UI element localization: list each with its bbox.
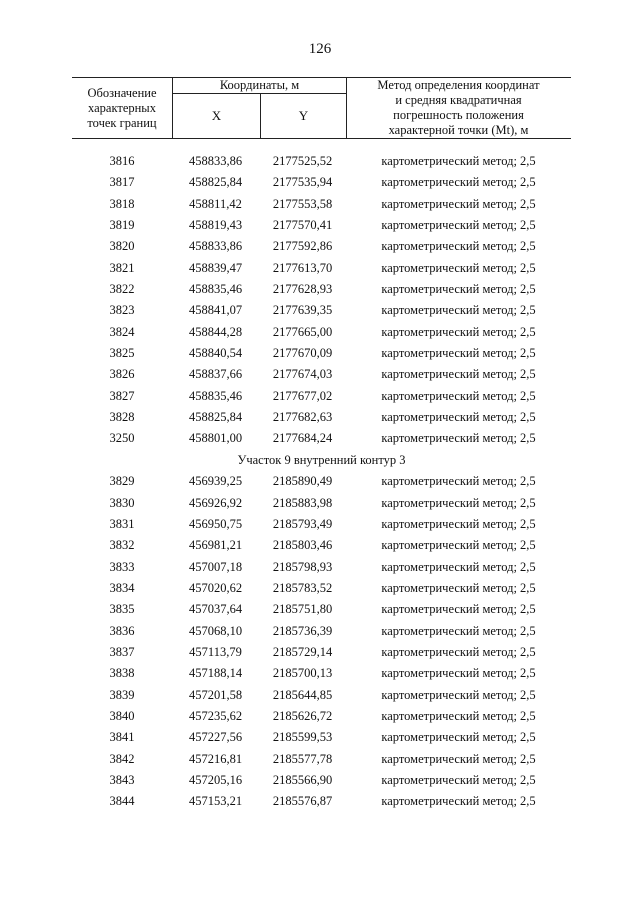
point-cell: 3838 bbox=[109, 666, 135, 681]
page-number: 126 bbox=[308, 41, 332, 57]
table-row bbox=[72, 151, 571, 172]
table-row bbox=[72, 578, 571, 599]
y-cell: 2185599,53 bbox=[272, 730, 333, 745]
header-method bbox=[346, 78, 571, 138]
table-row bbox=[72, 685, 571, 706]
header-line: характерных bbox=[88, 101, 156, 115]
table-row bbox=[72, 770, 571, 791]
x-cell: 458840,54 bbox=[188, 346, 243, 361]
point-cell: 3828 bbox=[109, 410, 135, 425]
table-row bbox=[72, 300, 571, 321]
point-cell: 3819 bbox=[109, 218, 135, 233]
header-line: и средняя квадратичная bbox=[395, 93, 522, 107]
header-line: Метод определения координат bbox=[377, 78, 540, 92]
method-cell: картометрический метод; 2,5 bbox=[381, 282, 536, 297]
x-cell: 457007,18 bbox=[188, 559, 243, 574]
point-cell: 3830 bbox=[109, 495, 135, 510]
point-cell: 3837 bbox=[109, 644, 135, 659]
header-line: характерной точки (Mt), м bbox=[388, 123, 529, 137]
table-row bbox=[72, 428, 571, 449]
x-cell: 457205,16 bbox=[188, 772, 243, 787]
method-cell: картометрический метод; 2,5 bbox=[381, 239, 536, 254]
y-cell: 2185783,52 bbox=[272, 580, 333, 595]
point-cell: 3820 bbox=[109, 239, 135, 254]
x-cell: 458837,66 bbox=[188, 367, 243, 382]
y-cell: 2185883,98 bbox=[272, 495, 333, 510]
table-header bbox=[72, 77, 571, 139]
y-cell: 2177674,03 bbox=[272, 367, 333, 382]
point-cell: 3831 bbox=[109, 516, 135, 531]
x-cell: 456950,75 bbox=[188, 516, 243, 531]
method-cell: картометрический метод; 2,5 bbox=[381, 154, 536, 168]
method-cell: картометрический метод; 2,5 bbox=[381, 260, 536, 275]
x-cell: 458835,46 bbox=[188, 388, 243, 403]
table-row bbox=[72, 621, 571, 642]
x-cell: 458801,00 bbox=[188, 431, 243, 446]
header-coordinates-title: Координаты, м bbox=[173, 78, 346, 94]
x-cell: 457068,10 bbox=[188, 623, 243, 638]
table-row bbox=[72, 471, 571, 492]
method-cell: картометрический метод; 2,5 bbox=[381, 410, 536, 425]
x-cell: 456981,21 bbox=[188, 538, 243, 553]
method-cell: картометрический метод; 2,5 bbox=[381, 474, 536, 489]
method-cell: картометрический метод; 2,5 bbox=[381, 772, 536, 787]
coordinates-table bbox=[72, 77, 571, 809]
x-cell: 457216,81 bbox=[188, 751, 243, 766]
point-cell: 3817 bbox=[109, 175, 135, 190]
y-cell: 2185751,80 bbox=[272, 602, 333, 617]
point-cell: 3839 bbox=[109, 687, 135, 702]
y-cell: 2177670,09 bbox=[272, 346, 333, 361]
method-cell: картометрический метод; 2,5 bbox=[381, 794, 536, 809]
y-cell: 2185644,85 bbox=[272, 687, 333, 702]
x-cell: 457227,56 bbox=[188, 730, 243, 745]
table-row bbox=[72, 386, 571, 407]
y-cell: 2185798,93 bbox=[272, 559, 333, 574]
y-cell: 2177525,52 bbox=[272, 154, 333, 168]
method-cell: картометрический метод; 2,5 bbox=[381, 751, 536, 766]
table-row bbox=[72, 706, 571, 727]
point-cell: 3822 bbox=[109, 282, 135, 297]
x-cell: 456939,25 bbox=[188, 474, 243, 489]
x-cell: 458835,46 bbox=[188, 282, 243, 297]
header-coordinates-group bbox=[172, 78, 347, 138]
header-x: X bbox=[173, 94, 261, 138]
method-cell: картометрический метод; 2,5 bbox=[381, 538, 536, 553]
point-cell: 3826 bbox=[109, 367, 135, 382]
y-cell: 2185626,72 bbox=[272, 708, 333, 723]
method-cell: картометрический метод; 2,5 bbox=[381, 580, 536, 595]
table-row bbox=[72, 599, 571, 620]
y-cell: 2185793,49 bbox=[272, 516, 333, 531]
point-cell: 3844 bbox=[109, 794, 135, 809]
y-cell: 2177553,58 bbox=[272, 196, 333, 211]
x-cell: 458819,43 bbox=[188, 218, 243, 233]
table-row bbox=[72, 364, 571, 385]
table-row bbox=[72, 172, 571, 193]
method-cell: картометрический метод; 2,5 bbox=[381, 666, 536, 681]
point-cell: 3821 bbox=[109, 260, 135, 275]
table-row bbox=[72, 749, 571, 770]
method-cell: картометрический метод; 2,5 bbox=[381, 324, 536, 339]
header-point-designation bbox=[72, 86, 172, 131]
x-cell: 458841,07 bbox=[188, 303, 243, 318]
method-cell: картометрический метод; 2,5 bbox=[381, 687, 536, 702]
header-line: Обозначение bbox=[87, 86, 157, 100]
x-cell: 457113,79 bbox=[189, 644, 242, 659]
y-cell: 2185736,39 bbox=[272, 623, 333, 638]
method-cell: картометрический метод; 2,5 bbox=[381, 431, 536, 446]
y-cell: 2177613,70 bbox=[272, 260, 333, 275]
table-row bbox=[72, 194, 571, 215]
method-cell: картометрический метод; 2,5 bbox=[381, 623, 536, 638]
table-row bbox=[72, 343, 571, 364]
method-cell: картометрический метод; 2,5 bbox=[381, 196, 536, 211]
method-cell: картометрический метод; 2,5 bbox=[381, 175, 536, 190]
x-cell: 457153,21 bbox=[188, 794, 243, 809]
y-cell: 2177684,24 bbox=[272, 431, 333, 446]
x-cell: 457188,14 bbox=[188, 666, 243, 681]
table-row bbox=[72, 791, 571, 812]
table-row bbox=[72, 215, 571, 236]
method-cell: картометрический метод; 2,5 bbox=[381, 559, 536, 574]
point-cell: 3832 bbox=[109, 538, 135, 553]
point-cell: 3843 bbox=[109, 772, 135, 787]
point-cell: 3825 bbox=[109, 346, 135, 361]
method-cell: картометрический метод; 2,5 bbox=[381, 516, 536, 531]
point-cell: 3833 bbox=[109, 559, 135, 574]
y-cell: 2185729,14 bbox=[272, 644, 333, 659]
point-cell: 3816 bbox=[109, 154, 135, 168]
y-cell: 2185700,13 bbox=[272, 666, 333, 681]
header-y: Y bbox=[298, 108, 309, 123]
x-cell: 458833,86 bbox=[188, 239, 243, 254]
x-cell: 458825,84 bbox=[188, 175, 243, 190]
table-row bbox=[72, 493, 571, 514]
point-cell: 3836 bbox=[109, 623, 135, 638]
x-cell: 457201,58 bbox=[188, 687, 243, 702]
method-cell: картометрический метод; 2,5 bbox=[381, 730, 536, 745]
method-cell: картометрический метод; 2,5 bbox=[381, 367, 536, 382]
point-cell: 3834 bbox=[109, 580, 135, 595]
method-cell: картометрический метод; 2,5 bbox=[381, 218, 536, 233]
table-row bbox=[72, 642, 571, 663]
header-line: точек границ bbox=[87, 116, 157, 130]
y-cell: 2177535,94 bbox=[272, 175, 333, 190]
table-row bbox=[72, 663, 571, 684]
y-cell: 2177682,63 bbox=[272, 410, 333, 425]
point-cell: 3827 bbox=[109, 388, 135, 403]
x-cell: 458825,84 bbox=[188, 410, 243, 425]
method-cell: картометрический метод; 2,5 bbox=[381, 346, 536, 361]
method-cell: картометрический метод; 2,5 bbox=[381, 303, 536, 318]
table-row bbox=[72, 322, 571, 343]
x-cell: 458839,47 bbox=[188, 260, 243, 275]
point-cell: 3818 bbox=[109, 196, 135, 211]
table-row bbox=[72, 557, 571, 578]
table-row bbox=[72, 514, 571, 535]
y-cell: 2177628,93 bbox=[272, 282, 333, 297]
table-row bbox=[72, 279, 571, 300]
table-row bbox=[72, 258, 571, 279]
table-body bbox=[72, 151, 571, 813]
point-cell: 3250 bbox=[109, 431, 135, 446]
method-cell: картометрический метод; 2,5 bbox=[381, 644, 536, 659]
point-cell: 3840 bbox=[109, 708, 135, 723]
section-title: Участок 9 внутренний контур 3 bbox=[237, 452, 406, 467]
y-cell: 2185566,90 bbox=[272, 772, 333, 787]
y-cell: 2177570,41 bbox=[272, 218, 333, 233]
x-cell: 458833,86 bbox=[188, 154, 243, 168]
x-cell: 457037,64 bbox=[188, 602, 243, 617]
method-cell: картометрический метод; 2,5 bbox=[381, 708, 536, 723]
header-line: погрешность положения bbox=[393, 108, 524, 122]
x-cell: 457235,62 bbox=[188, 708, 243, 723]
y-cell: 2177665,00 bbox=[272, 324, 333, 339]
y-cell: 2177677,02 bbox=[272, 388, 333, 403]
method-cell: картометрический метод; 2,5 bbox=[381, 602, 536, 617]
x-cell: 457020,62 bbox=[188, 580, 243, 595]
method-cell: картометрический метод; 2,5 bbox=[381, 388, 536, 403]
y-cell: 2185890,49 bbox=[272, 474, 333, 489]
y-cell: 2185576,87 bbox=[272, 794, 333, 809]
point-cell: 3829 bbox=[109, 474, 135, 489]
table-row bbox=[72, 236, 571, 257]
method-cell: картометрический метод; 2,5 bbox=[381, 495, 536, 510]
table-row bbox=[72, 407, 571, 428]
point-cell: 3841 bbox=[109, 730, 135, 745]
point-cell: 3823 bbox=[109, 303, 135, 318]
point-cell: 3842 bbox=[109, 751, 135, 766]
x-cell: 458844,28 bbox=[188, 324, 243, 339]
y-cell: 2185803,46 bbox=[272, 538, 333, 553]
y-cell: 2185577,78 bbox=[272, 751, 333, 766]
y-cell: 2177592,86 bbox=[272, 239, 333, 254]
point-cell: 3824 bbox=[109, 324, 135, 339]
table-row bbox=[72, 535, 571, 556]
x-cell: 456926,92 bbox=[188, 495, 243, 510]
y-cell: 2177639,35 bbox=[272, 303, 333, 318]
point-cell: 3835 bbox=[109, 602, 135, 617]
table-row bbox=[72, 727, 571, 748]
x-cell: 458811,42 bbox=[189, 196, 242, 211]
